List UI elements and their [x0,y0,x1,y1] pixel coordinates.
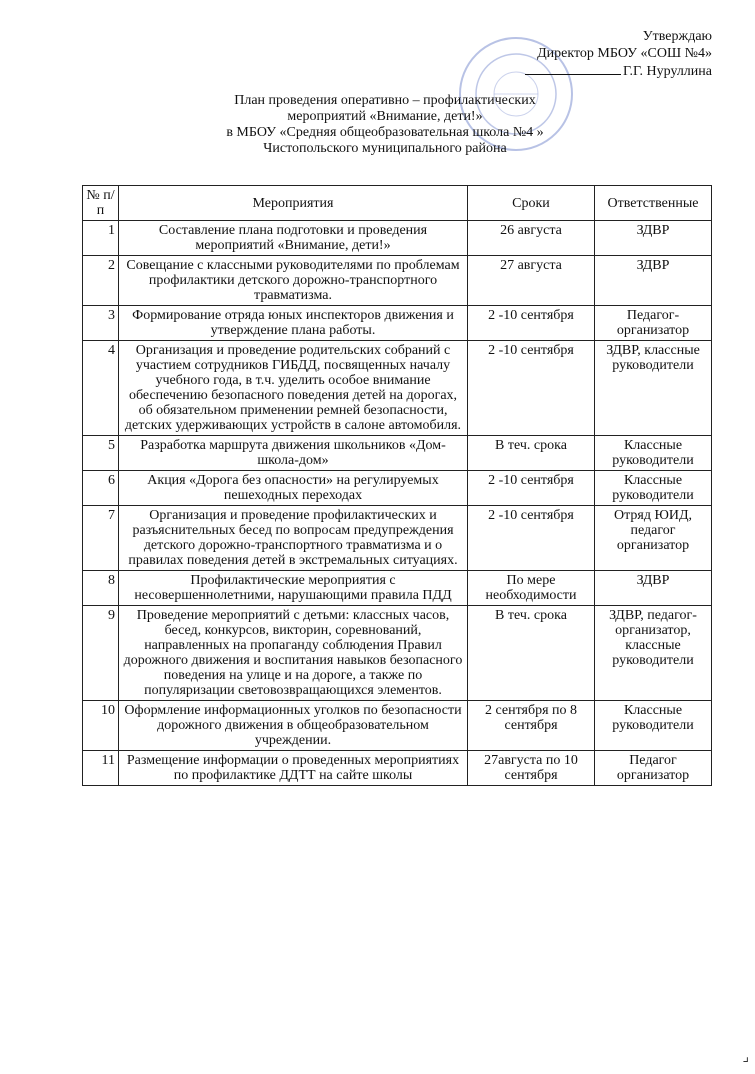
row-responsible: ЗДВР, педагог-организатор, классные руководители [595,606,712,701]
row-responsible: Педагог-организатор [595,306,712,341]
table-row [83,341,712,436]
title-line-1: План проведения оперативно – профилактических [234,93,536,108]
table-row [83,471,712,506]
table-row [83,751,712,786]
row-activity: Профилактические мероприятия с несовершеннолетними, нарушающими правила ПДД [119,571,468,606]
row-term: 26 августа [468,221,595,256]
table-row [83,436,712,471]
row-responsible: Отряд ЮИД, педагог организатор [595,506,712,571]
row-activity: Размещение информации о проведенных мероприятиях по профилактике ДДТТ на сайте школы [119,751,468,786]
row-term: 2 -10 сентября [468,341,595,436]
table-row [83,256,712,306]
row-num: 5 [83,436,119,471]
title-line-4: Чистопольского муниципального района [263,141,507,156]
row-activity: Составление плана подготовки и проведения мероприятий «Внимание, дети!» [119,221,468,256]
title-line-2: мероприятий «Внимание, дети!» [287,109,483,124]
row-num: 10 [83,701,119,751]
row-responsible: Классные руководители [595,701,712,751]
row-activity: Организация и проведение профилактических и разъяснительных бесед по вопросам предупреждения детского дорожно-транспортного травматизма и о правилах поведения детей в экстремальных ситуациях. [119,506,468,571]
row-activity: Организация и проведение родительских собраний с участием сотрудников ГИБДД, посвященных началу учебного года, в т.ч. уделить особое внимание обеспечению безопасного поведения детей на дорогах, об обязательном применении ремней безопасности, детских удерживающих устройств в салоне автомобиля. [119,341,468,436]
row-num: 1 [83,221,119,256]
row-num: 2 [83,256,119,306]
row-term: По мере необходимости [468,571,595,606]
row-term: 2 -10 сентября [468,506,595,571]
table-row [83,701,712,751]
plan-table [82,185,712,786]
row-activity: Формирование отряда юных инспекторов движения и утверждение плана работы. [119,306,468,341]
row-responsible: ЗДВР, классные руководители [595,341,712,436]
row-num: 7 [83,506,119,571]
row-activity: Совещание с классными руководителями по проблемам профилактики детского дорожно-транспортного травматизма. [119,256,468,306]
table-header-row [83,186,712,221]
approval-label: Утверждаю [642,29,712,44]
row-responsible: Педагог организатор [595,751,712,786]
row-num: 9 [83,606,119,701]
table-row [83,306,712,341]
row-activity: Акция «Дорога без опасности» на регулируемых пешеходных переходах [119,471,468,506]
plan-title [175,93,595,157]
row-term: В теч. срока [468,606,595,701]
row-num: 3 [83,306,119,341]
table-row [83,606,712,701]
row-term: В теч. срока [468,436,595,471]
table-row [83,221,712,256]
header-activity: Мероприятия [119,186,468,221]
header-responsible: Ответственные [595,186,712,221]
row-num: 8 [83,571,119,606]
row-term: 2 -10 сентября [468,306,595,341]
page-corner-mark-icon: ⌟ [742,1050,749,1065]
signature-line [525,62,621,75]
approval-position: Директор МБОУ «СОШ №4» [537,46,712,61]
table-row [83,571,712,606]
row-term: 2 -10 сентября [468,471,595,506]
row-activity: Разработка маршрута движения школьников «Дом-школа-дом» [119,436,468,471]
approval-block [525,28,712,80]
header-term: Сроки [468,186,595,221]
row-responsible: ЗДВР [595,256,712,306]
table-row [83,506,712,571]
row-activity: Оформление информационных уголков по безопасности дорожного движения в общеобразовательном учреждении. [119,701,468,751]
row-responsible: Классные руководители [595,471,712,506]
row-responsible: ЗДВР [595,571,712,606]
row-num: 4 [83,341,119,436]
title-line-3: в МБОУ «Средняя общеобразовательная школа №4 » [226,125,544,140]
row-term: 27августа по 10 сентября [468,751,595,786]
row-term: 2 сентября по 8 сентября [468,701,595,751]
header-num: № п/п [83,186,119,221]
row-num: 6 [83,471,119,506]
row-term: 27 августа [468,256,595,306]
row-responsible: ЗДВР [595,221,712,256]
row-activity: Проведение мероприятий с детьми: классных часов, бесед, конкурсов, викторин, соревнований, направленных на пропаганду соблюдения Правил дорожного движения и воспитания навыков безопасного поведения на улице и на дороге, а также по популяризации световозвращающихся элементов. [119,606,468,701]
approval-signature [525,62,712,80]
row-num: 11 [83,751,119,786]
approval-name: Г.Г. Нуруллина [622,64,712,79]
row-responsible: Классные руководители [595,436,712,471]
